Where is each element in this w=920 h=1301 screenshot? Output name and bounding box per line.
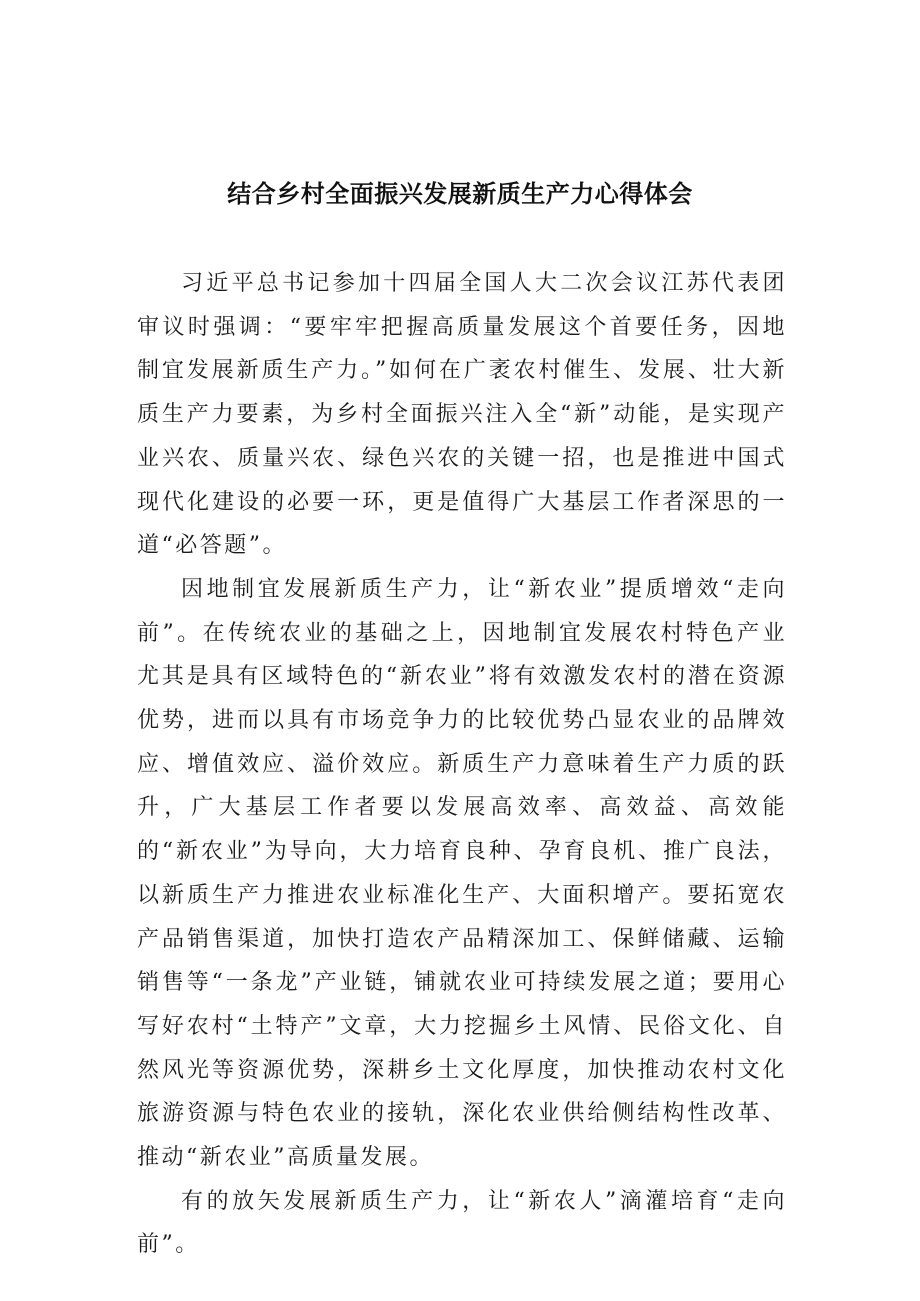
document-title: 结合乡村全面振兴发展新质生产力心得体会 [227, 180, 693, 208]
body-paragraph: 有的放矢发展新质生产力，让“新农人”滴灌培育“走向前”。 [137, 1188, 787, 1258]
body-paragraph: 因地制宜发展新质生产力，让“新农业”提质增效“走向前”。在传统农业的基础之上，因地制宜发展农村特色产业尤其是具有区域特色的“新农业”将有效激发农村的潜在资源优势，进而以具有市场竞争力的比较优势凸显农业的品牌效应、增值效应、溢价效应。新质生产力意味着生产力质的跃升，广大基层工作者要以发展高效率、高效益、高效能的“新农业”为导向，大力培育良种、孕育良机、推广良法，以新质生产力推进农业标准化生产、大面积增产。要拓宽农产品销售渠道，加快打造农产品精深加工、保鲜储藏、运输销售等“一条龙”产业链，铺就农业可持续发展之道；要用心写好农村“土特产”文章，大力挖掘乡土风情、民俗文化、自然风光等资源优势，深耕乡土文化厚度，加快推动农村文化旅游资源与特色农业的接轨，深化农业供给侧结构性改革、推动“新农业”高质量发展。 [137, 576, 787, 1171]
body-paragraph: 习近平总书记参加十四届全国人大二次会议江苏代表团审议时强调：“要牢牢把握高质量发展这个首要任务，因地制宜发展新质生产力。”如何在广袤农村催生、发展、壮大新质生产力要素，为乡村全面振兴注入全“新”动能，是实现产业兴农、质量兴农、绿色兴农的关键一招，也是推进中国式现代化建设的必要一环，更是值得广大基层工作者深思的一道“必答题”。 [137, 271, 787, 559]
document-body [137, 262, 787, 1267]
